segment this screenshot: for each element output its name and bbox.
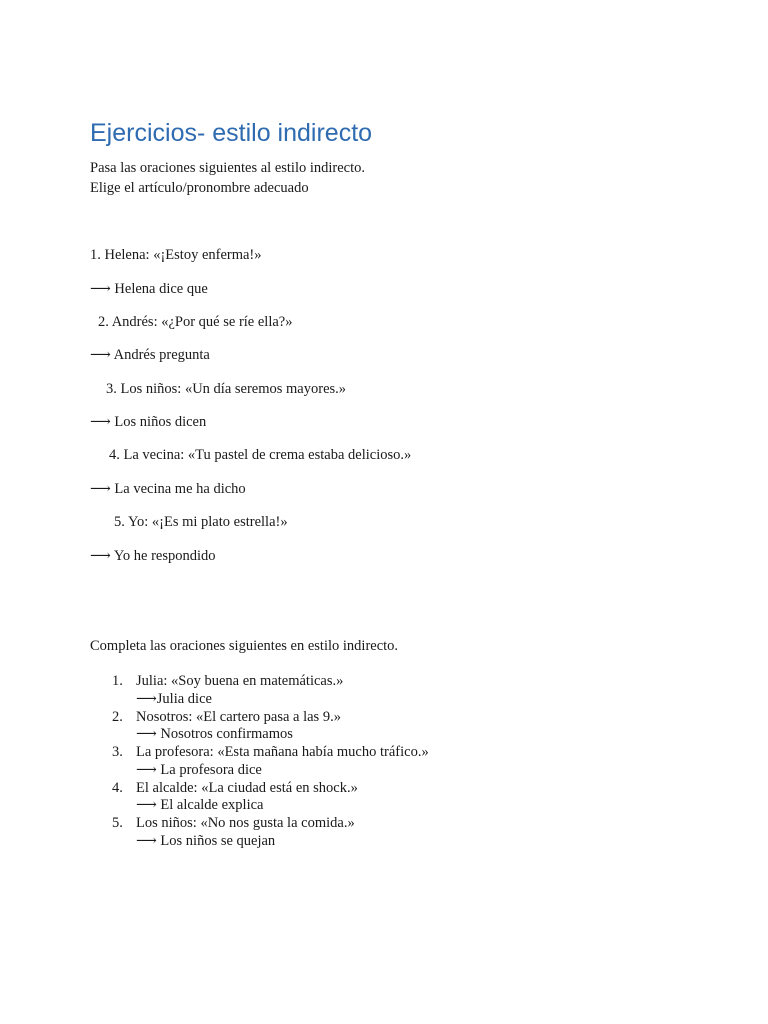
list-item-number: 5. — [112, 815, 123, 831]
section-2-list — [90, 673, 690, 851]
exercise-3-prompt: 3. Los niños: «Un día seremos mayores.» — [106, 381, 347, 397]
exercise-4-answer: ⟶ La vecina me ha dicho — [90, 481, 246, 497]
list-item-answer: ⟶ La profesora dice — [136, 761, 262, 778]
list-item-text: La profesora: «Esta mañana había mucho tráfico.» — [136, 744, 429, 760]
list-item — [90, 709, 690, 745]
list-item-number: 2. — [112, 708, 123, 725]
exercise-1-prompt: 1. Helena: «¡Estoy enferma!» — [90, 247, 262, 263]
list-item-text: Los niños: «No nos gusta la comida.» — [136, 815, 355, 831]
list-item — [90, 744, 690, 780]
list-item-number: 1. — [112, 673, 123, 689]
exercise-5-answer: ⟶ Yo he respondido — [90, 548, 216, 564]
exercise-1-answer: ⟶ Helena dice que — [90, 281, 208, 297]
exercise-5-prompt: 5. Yo: «¡Es mi plato estrella!» — [114, 514, 288, 530]
list-item-text: Julia: «Soy buena en matemáticas.» — [136, 673, 344, 689]
section-2-heading: Completa las oraciones siguientes en estilo indirecto. — [90, 638, 399, 654]
list-item-number: 4. — [112, 779, 123, 796]
exercise-4-prompt: 4. La vecina: «Tu pastel de crema estaba delicioso.» — [109, 447, 412, 463]
instruction-line-2: Elige el artículo/pronombre adecuado — [90, 180, 309, 196]
exercise-2-answer: ⟶ Andrés pregunta — [90, 347, 210, 363]
list-item-answer: ⟶ Los niños se quejan — [136, 832, 276, 849]
instruction-line-1: Pasa las oraciones siguientes al estilo indirecto. — [90, 160, 366, 176]
list-item-number: 3. — [112, 744, 123, 760]
list-item-answer: ⟶ El alcalde explica — [136, 797, 264, 813]
list-item-text: Nosotros: «El cartero pasa a las 9.» — [136, 708, 341, 725]
exercise-2-prompt: 2. Andrés: «¿Por qué se ríe ella?» — [98, 314, 293, 330]
list-item — [90, 673, 690, 709]
list-item — [90, 780, 690, 816]
list-item-text: El alcalde: «La ciudad está en shock.» — [136, 779, 358, 796]
list-item — [90, 815, 690, 851]
list-item-answer: ⟶ Nosotros confirmamos — [136, 726, 293, 742]
list-item-answer: ⟶Julia dice — [136, 690, 212, 707]
page-title: Ejercicios- estilo indirecto — [90, 119, 373, 147]
exercise-3-answer: ⟶ Los niños dicen — [90, 414, 207, 430]
